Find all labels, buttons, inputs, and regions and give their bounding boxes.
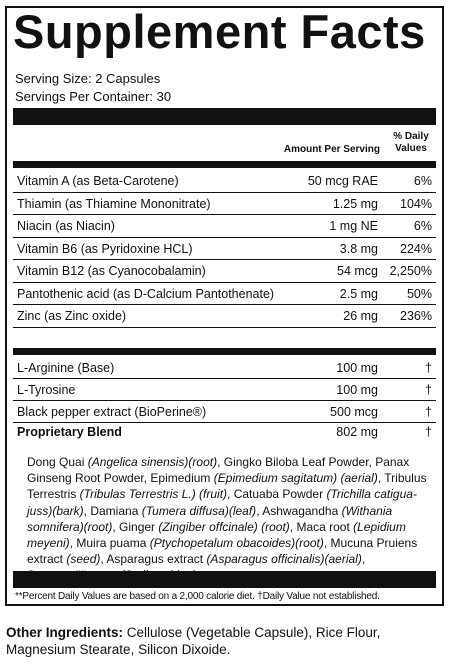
nutrient-dv: † xyxy=(425,405,432,419)
blend-ingredient-source: (Tribulas Terrestris L.) (fruit) xyxy=(79,487,228,502)
blend-ingredient-source: (Epimedium sagitatum) (aerial) xyxy=(213,471,378,486)
nutrient-amount: 100 mg xyxy=(336,383,378,397)
nutrient-name: Thiamin (as Thiamine Mononitrate) xyxy=(17,196,211,211)
nutrient-amount: 50 mcg RAE xyxy=(307,174,378,188)
nutrient-row xyxy=(13,305,436,328)
nutrient-dv: 236% xyxy=(400,309,432,323)
proprietary-blend-row xyxy=(13,421,436,443)
blend-ingredient-name: , Muira puama xyxy=(69,536,150,551)
nutrient-row xyxy=(13,357,436,379)
nutrient-dv: † xyxy=(425,361,432,375)
nutrient-name: Black pepper extract (BioPerine®) xyxy=(17,405,207,419)
thick-divider-top xyxy=(13,108,436,125)
nutrient-amount: 26 mg xyxy=(343,309,378,323)
other-ingredients-label: Other Ingredients: xyxy=(6,625,124,640)
blend-ingredient-source: (Withania somnifera)(root) xyxy=(27,503,393,534)
footnote: **Percent Daily Values are based on a 2,000 calorie diet. †Daily Value not established. xyxy=(15,591,380,602)
blend-ingredient-name: , Catuaba Powder xyxy=(227,487,327,502)
blend-dv: † xyxy=(425,425,432,439)
blend-ingredient-name: , Ashwagandha xyxy=(256,503,342,518)
blend-amount: 802 mg xyxy=(336,425,378,439)
nutrient-row xyxy=(13,283,436,306)
nutrient-amount: 1.25 mg xyxy=(332,196,378,211)
nutrient-name: Vitamin B12 (as Cyanocobalamin) xyxy=(17,264,206,278)
nutrient-dv: † xyxy=(425,383,432,397)
nutrient-dv: 2,250% xyxy=(389,264,432,278)
other-ingredients xyxy=(6,624,446,658)
nutrient-dv: 50% xyxy=(406,286,432,301)
nutrient-row xyxy=(13,401,436,423)
nutrient-dv: 6% xyxy=(413,174,432,188)
servings-per-container: Servings Per Container: 30 xyxy=(15,89,172,104)
nutrient-row xyxy=(13,238,436,261)
nutrient-amount: 2.5 mg xyxy=(339,286,378,301)
blend-ingredient-name: , Asparagus extract xyxy=(100,552,207,567)
thick-divider-bottom xyxy=(13,571,436,588)
blend-ingredient-name: , Tribulus Terrestris xyxy=(27,471,427,502)
nutrient-row xyxy=(13,170,436,193)
panel-title: Supplement Facts xyxy=(13,5,426,58)
blend-ingredient-name: , xyxy=(361,552,366,567)
blend-ingredient-name: , Mucuna Pruiens extract xyxy=(27,536,418,567)
blend-ingredient-name: Dong Quai xyxy=(27,455,88,469)
medium-divider xyxy=(13,161,436,168)
blend-ingredient-name: , Ginger xyxy=(112,519,159,534)
blend-ingredient-source: (Trichilla catigua-juss)(bark) xyxy=(27,487,417,518)
nutrient-name: Zinc (as Zinc oxide) xyxy=(17,309,127,323)
other-ingredients-text: Cellulose (Vegetable Capsule), Rice Flour, Magnesium Stearate, Silicon Dixoide. xyxy=(6,625,381,657)
nutrient-amount: 100 mg xyxy=(336,361,378,375)
nutrient-name: Vitamin B6 (as Pyridoxine HCL) xyxy=(17,241,193,256)
nutrient-row xyxy=(13,260,436,283)
medium-divider-2 xyxy=(13,348,436,355)
nutrient-dv: 6% xyxy=(413,219,432,233)
nutrient-amount: 1 mg NE xyxy=(329,219,378,233)
blend-ingredients xyxy=(27,454,432,584)
nutrient-name: Niacin (as Niacin) xyxy=(17,219,115,233)
nutrient-row xyxy=(13,215,436,238)
blend-ingredient-source: (Angelica sinensis)(root) xyxy=(87,455,218,469)
blend-ingredient-source: (Lepidium meyeni) xyxy=(27,519,406,551)
nutrient-row xyxy=(13,379,436,401)
supplement-facts-panel xyxy=(5,6,444,606)
nutrient-amount: 500 mcg xyxy=(330,405,378,419)
nutrient-dv: 104% xyxy=(400,196,432,211)
blend-ingredient-name: , Maca root xyxy=(289,519,354,534)
amount-per-serving-header: Amount Per Serving xyxy=(283,144,380,155)
blend-ingredient-source: (Ptychopetalum obacoides)(root) xyxy=(149,536,324,551)
blend-ingredient-name: , Damiana xyxy=(83,503,142,518)
daily-values-header xyxy=(386,131,436,155)
blend-ingredient-source: (Zingiber offcinale) (root) xyxy=(158,519,290,534)
nutrient-name: Vitamin A (as Beta-Carotene) xyxy=(17,174,179,188)
nutrient-amount: 3.8 mg xyxy=(339,241,378,256)
daily-values-header-line1: % Daily xyxy=(393,131,429,142)
nutrient-row xyxy=(13,193,436,216)
serving-size: Serving Size: 2 Capsules xyxy=(15,71,161,86)
nutrient-name: L-Arginine (Base) xyxy=(17,361,115,375)
daily-values-header-line2: Values xyxy=(395,143,427,154)
blend-ingredient-source: (Tumera diffusa)(leaf) xyxy=(141,503,257,518)
nutrient-amount: 54 mcg xyxy=(337,264,378,278)
blend-ingredient-source: (seed) xyxy=(66,552,101,567)
blend-ingredient-name: , Gingko Biloba Leaf Powder, Panax Ginseng Root Powder, Epimedium xyxy=(27,455,410,486)
blend-name: Proprietary Blend xyxy=(17,425,122,439)
blend-ingredient-source: (Asparagus officinalis)(aerial) xyxy=(206,552,362,567)
nutrient-dv: 224% xyxy=(400,241,432,256)
nutrient-name: Pantothenic acid (as D-Calcium Pantothenate) xyxy=(17,286,275,301)
nutrient-name: L-Tyrosine xyxy=(17,383,76,397)
